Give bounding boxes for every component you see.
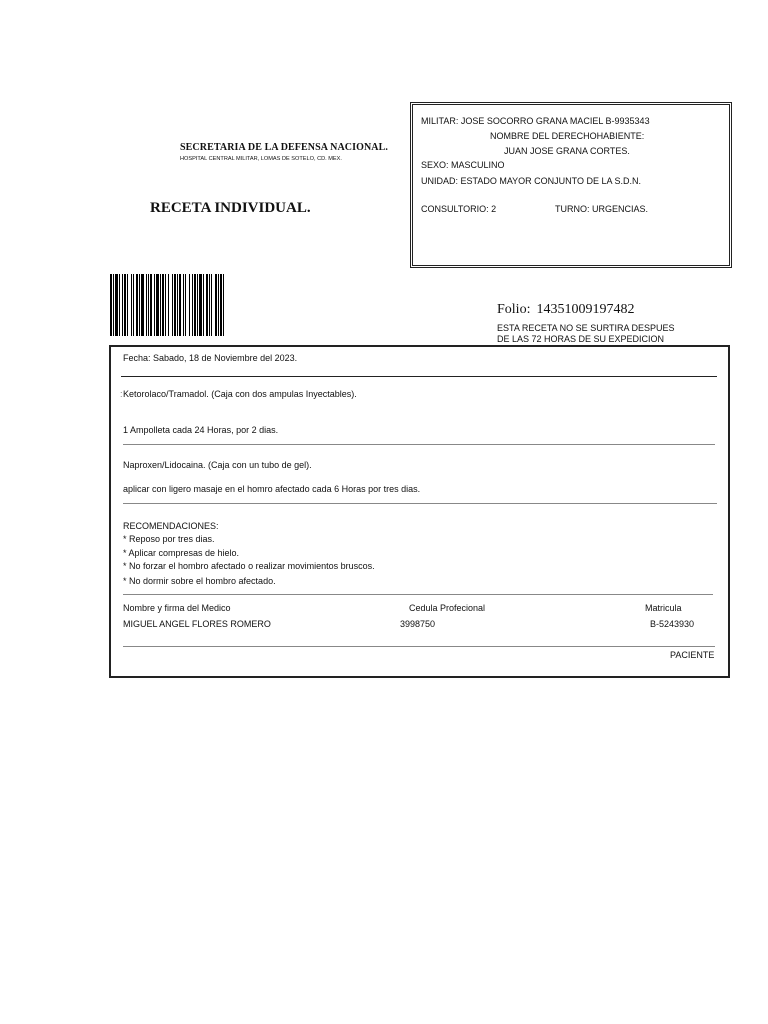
recommendation-item: * Aplicar compresas de hielo. — [123, 548, 240, 558]
validity-note-line1: ESTA RECETA NO SE SURTIRA DESPUES — [497, 323, 675, 333]
divider — [123, 503, 717, 504]
recommendation-item: * No dormir sobre el hombro afectado. — [123, 576, 276, 586]
sexo-line: SEXO: MASCULINO — [421, 160, 505, 170]
recommendation-item: * No forzar el hombro afectado o realizar movimientos bruscos. — [123, 561, 375, 571]
prescription-item-2-drug: Naproxen/Lidocaina. (Caja con un tubo de gel). — [123, 460, 312, 470]
prescription-item-1-drug: Ketorolaco/Tramadol. (Caja con dos ampulas Inyectables). — [123, 389, 357, 399]
patient-info-box — [410, 102, 732, 268]
divider — [123, 444, 715, 445]
cedula-number: 3998750 — [400, 619, 436, 629]
organization-name: SECRETARIA DE LA DEFENSA NACIONAL. — [180, 142, 388, 153]
fecha: Fecha: Sabado, 18 de Noviembre del 2023. — [123, 353, 298, 363]
doctor-name: MIGUEL ANGEL FLORES ROMERO — [123, 619, 271, 629]
divider — [123, 594, 713, 595]
militar-line: MILITAR: JOSE SOCORRO GRANA MACIEL B-9935343 — [421, 116, 650, 126]
beneficiary-name: JUAN JOSE GRANA CORTES. — [504, 146, 630, 156]
folio-number: 14351009197482 — [536, 302, 635, 317]
folio-label: Folio: — [497, 302, 531, 317]
paciente-label: PACIENTE — [670, 650, 715, 660]
cedula-label: Cedula Profecional — [409, 603, 486, 613]
consultorio-line: CONSULTORIO: 2 — [421, 204, 497, 214]
recommendations-title: RECOMENDACIONES: — [123, 521, 219, 531]
recommendation-item: * Reposo por tres dias. — [123, 534, 215, 544]
prescription-item-1-instructions: 1 Ampolleta cada 24 Horas, por 2 dias. — [123, 425, 279, 435]
item-marker: : — [120, 389, 123, 399]
matricula-number: B-5243930 — [650, 619, 695, 629]
unidad-line: UNIDAD: ESTADO MAYOR CONJUNTO DE LA S.D.N. — [421, 176, 642, 186]
divider — [121, 376, 717, 377]
document-title: RECETA INDIVIDUAL. — [150, 200, 311, 216]
barcode-icon — [110, 274, 264, 336]
matricula-label: Matricula — [645, 603, 682, 613]
validity-note-line2: DE LAS 72 HORAS DE SU EXPEDICION — [497, 334, 665, 344]
folio — [497, 302, 634, 318]
divider — [123, 646, 715, 647]
hospital-address: HOSPITAL CENTRAL MILITAR, LOMAS DE SOTELO, CD. MEX. — [180, 156, 342, 162]
beneficiary-label: NOMBRE DEL DERECHOHABIENTE: — [490, 131, 645, 141]
prescription-item-2-instructions: aplicar con ligero masaje en el homro afectado cada 6 Horas por tres dias. — [123, 484, 421, 494]
turno-line: TURNO: URGENCIAS. — [555, 204, 649, 214]
prescription-box — [109, 345, 730, 678]
doctor-name-label: Nombre y firma del Medico — [123, 603, 231, 613]
